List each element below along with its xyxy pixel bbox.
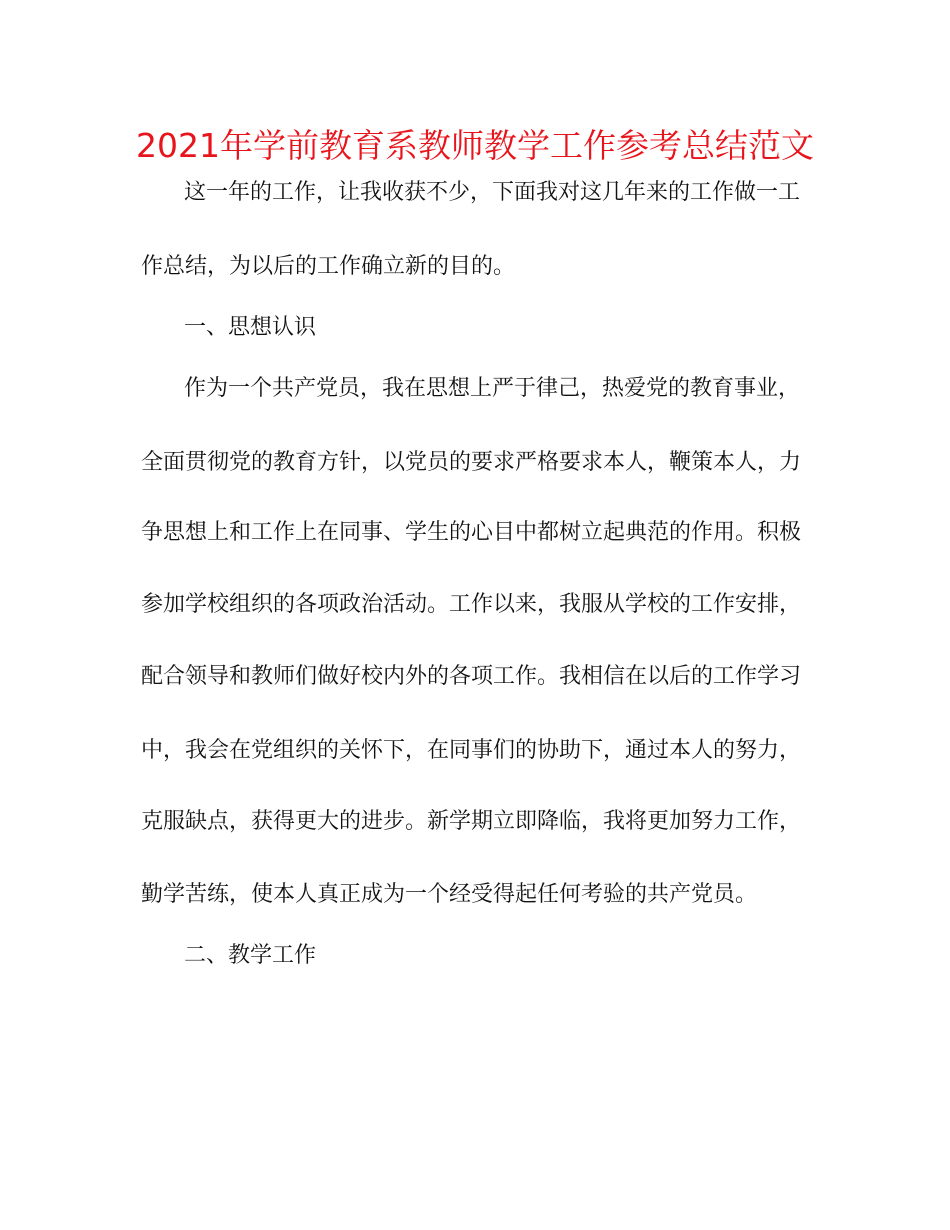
paragraph-line: 这一年的工作，让我收获不少，下面我对这几年来的工作做一工 (184, 180, 801, 205)
paragraph-line: 全面贯彻党的教育方针，以党员的要求严格要求本人，鞭策本人，力 (141, 450, 802, 475)
paragraph-line: 配合领导和教师们做好校内外的各项工作。我相信在以后的工作学习 (141, 664, 802, 689)
paragraph-line: 作总结，为以后的工作确立新的目的。 (141, 254, 516, 279)
paragraph-line: 中，我会在党组织的关怀下，在同事们的协助下，通过本人的努力， (141, 738, 802, 763)
paragraph-line: 克服缺点，获得更大的进步。新学期立即降临，我将更加努力工作， (141, 809, 802, 834)
document-title: 2021年学前教育系教师教学工作参考总结范文 (136, 126, 814, 165)
paragraph-line: 争思想上和工作上在同事、学生的心目中都树立起典范的作用。积极 (141, 520, 802, 545)
paragraph-line: 勤学苦练，使本人真正成为一个经受得起任何考验的共产党员。 (141, 882, 758, 907)
paragraph-line: 作为一个共产党员，我在思想上严于律己，热爱党的教育事业， (184, 376, 801, 401)
paragraph-line: 参加学校组织的各项政治活动。工作以来，我服从学校的工作安排， (141, 592, 802, 617)
section-heading-teaching: 二、教学工作 (184, 943, 317, 968)
section-heading-thought: 一、思想认识 (184, 315, 317, 340)
